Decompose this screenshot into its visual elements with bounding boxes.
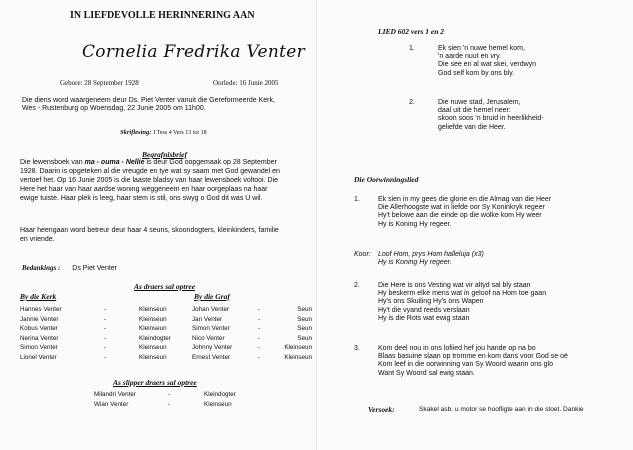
bearer-relation: Seun [297, 325, 312, 333]
memorial-heading: IN LIEFDEVOLLE HERINNERING AAN [70, 10, 255, 21]
bearer-relation: Kleindogter [204, 391, 236, 398]
hymn-line: Ek sien 'n nuwe hemel kom, [438, 45, 525, 52]
death-date: Oorlede: 16 Junie 2005 [213, 79, 279, 87]
scripture-label: Skriflesing: [120, 129, 152, 136]
bearer-name: Nerina Venter [20, 334, 59, 342]
bearer-name: Lionel Venter [20, 353, 57, 361]
verse-number: 2. [409, 99, 415, 106]
slipper-bearer-dashes: - - [168, 391, 171, 408]
song-line: Die Here is ons Vesting wat vir altyd sal bly staan [378, 282, 531, 289]
song-title: Die Oorwinningslied [354, 175, 419, 184]
bearer-relation: Seun [297, 334, 312, 342]
song-stanza-1 [378, 196, 551, 229]
song-stanza-3 [378, 345, 568, 378]
bearer-relation: Kleindogter [139, 334, 171, 342]
obituary-line: Die lewensboek van ma - ouma - Nellie is deur God oopgemaak op 28 September [20, 159, 277, 166]
bearer-name: Milandri Venter [94, 391, 136, 398]
service-line: Wes - Rustenburg op Woensdag, 22 Junie 2005 om 11h00. [22, 105, 206, 113]
page-fold [316, 0, 317, 450]
obituary-text [20, 159, 280, 204]
grave-bearer-names [192, 305, 232, 363]
song-line: Kom deel nou in ons lofiied hef jou hande op na bo [378, 345, 536, 352]
bearer-relation: Kleinseun [139, 325, 167, 333]
bearer-relation: Kleinseun [139, 315, 167, 323]
bearer-name: Nico Venter [192, 334, 225, 342]
bearers-title: As draers sal optree [134, 282, 196, 291]
bearer-name: Hannes Venter [20, 306, 62, 313]
grave-bearers-title: By die Graf [194, 292, 230, 301]
song-line: Hy beskerm elke mens wat in geloof na Hom toe gaan [378, 290, 547, 298]
bearer-name: Simon Venter [192, 325, 230, 333]
request-text: Skakel asb. u motor se hoofligte aan in die stoet. Dankie [419, 406, 584, 413]
acknowledgements-label: Bedankings : [22, 264, 61, 272]
verse-number: 1. [409, 45, 415, 52]
church-bearers-title: By die Kerk [20, 292, 57, 301]
bearer-name: Ernest Venter [192, 353, 231, 361]
scripture-reading [120, 129, 207, 136]
bearer-name: Jan Venter [192, 315, 223, 323]
slipper-bearer-names [94, 390, 136, 409]
song-line: Hy is Koning Hy regeer. [378, 220, 452, 228]
officiant-name: Ds Piet Venter [72, 265, 118, 272]
church-bearer-names [20, 305, 62, 363]
survivors-text [20, 227, 279, 245]
slipper-bearer-relations [204, 390, 236, 409]
hymn-line: Die nuwe stad, Jerusalem, [438, 99, 521, 106]
request-label: Versoek: [368, 405, 395, 414]
bearer-relation: Kleinseun [204, 400, 232, 408]
service-line: Die diens word waargeneem deur Ds. Piet Venter vanuit die Gereformeerde Kerk, [22, 97, 275, 104]
church-bearer-relations [139, 305, 171, 363]
stanza-number: 3. [354, 345, 360, 352]
bearer-name: Wian Venter [94, 400, 129, 408]
bearer-name: Simon Venter [20, 344, 58, 352]
grave-bearer-dashes: - - - - - - [258, 306, 261, 361]
slipper-bearers-title: As slipper draers sal optree [113, 378, 197, 387]
bearer-name: Johan Venter [192, 306, 230, 313]
bearer-name: Kobus Venter [20, 325, 58, 333]
song-line: Blaas basuine slaan op tromme en kom dans voor God se oë [378, 353, 568, 361]
song-line: Hy't belowe aan die einde op die wolke kom Hy weer [378, 212, 542, 220]
hymn-line: daal uit die hemel neer: [438, 107, 511, 115]
chorus-line: Loof Hom, prys Hom halleluja (x3) [378, 251, 484, 258]
hymn-line: Die see en al wat skei, verdwyn [438, 61, 537, 69]
stanza-number: 2. [354, 282, 360, 289]
nickname: ma - ouma - Nellie [84, 159, 145, 166]
bearer-relation: Kleinseun [139, 306, 167, 313]
service-details [22, 97, 275, 113]
song-line: Hy's ons Skuiling Hy's ons Wapen [378, 298, 484, 306]
obituary-line: ewige tuiste. Haar plek is leeg, haar stem is stil, ons swyg o God dit was U wil. [20, 194, 263, 202]
obituary-line: Here het haar van haar aardse woning weggeneem en haar oorgeplaas na haar [20, 185, 268, 193]
deceased-name: Cornelia Fredrika Venter [82, 42, 306, 62]
chorus-line: Hy is Koning Hy regeer. [378, 259, 452, 267]
bearer-relation: Seun [297, 315, 312, 323]
obituary-line: 1928. Daarin is opgeteken al die vreugde en tye wat sy saam met God gewandel en [20, 167, 280, 175]
song-line: Want Sy Woord sal ewig staan. [378, 369, 475, 377]
bearer-relation: Kleinseun [284, 344, 312, 352]
hymn-line: skoon soos 'n bruid in heerlikheid- [438, 115, 544, 123]
bearer-name: Jannie Venter [20, 315, 59, 323]
song-line: Ek sien in my gees die glorie en die Almag van die Heer [378, 196, 552, 203]
bearer-relation: Kleinseun [139, 344, 167, 352]
survivors-line: en vriende. [20, 235, 55, 243]
grave-bearer-relations [282, 305, 312, 363]
song-line: Kom leef in die oorwinning van Sy Woord waarin ons glo [378, 361, 553, 369]
church-bearer-dashes: - - - - - - [104, 306, 107, 361]
scripture-text: I Tess 4 Vers 13 tot 18 [153, 130, 207, 136]
hymn-title: LIED 602 vers 1 en 2 [378, 27, 445, 36]
hymn-line: 'n aarde nuut en vry. [438, 53, 502, 61]
hymn-line: geliefde van die Heer. [438, 123, 506, 131]
birth-date: Gebore: 28 September 1928 [60, 79, 139, 87]
obituary-line: vertoef het. Op 16 Junie 2005 is die laaste bladsy van haar lewensboek voltooi. Die [20, 176, 278, 184]
acknowledgements [22, 264, 117, 272]
song-chorus [378, 251, 484, 267]
bearer-name: Johnny Venter [192, 344, 233, 352]
bearer-relation: Seun [297, 306, 312, 313]
bearer-relation: Kleinseun [139, 353, 167, 361]
song-line: Hy't die vyand reeds verslaan [378, 306, 470, 314]
obituary-title: Begrafnisbrief [142, 150, 187, 159]
survivors-line: Haar heengaan word betreur deur haar 4 seuns, skoondogters, kleinkinders, familie [20, 227, 279, 234]
stanza-number: 1. [354, 196, 360, 203]
hymn-verse-1 [438, 45, 536, 78]
song-line: Hy is die Rots wat ewig staan [378, 314, 470, 322]
hymn-verse-2 [438, 99, 544, 132]
bearer-relation: Kleinseun [284, 353, 312, 361]
song-line: Die Allerhoogste wat in liefde oor Sy Koninkryk regeer [378, 204, 545, 212]
song-stanza-2 [378, 282, 546, 323]
hymn-line: God self kom by ons bly. [438, 69, 515, 77]
chorus-label: Koor: [354, 251, 371, 258]
